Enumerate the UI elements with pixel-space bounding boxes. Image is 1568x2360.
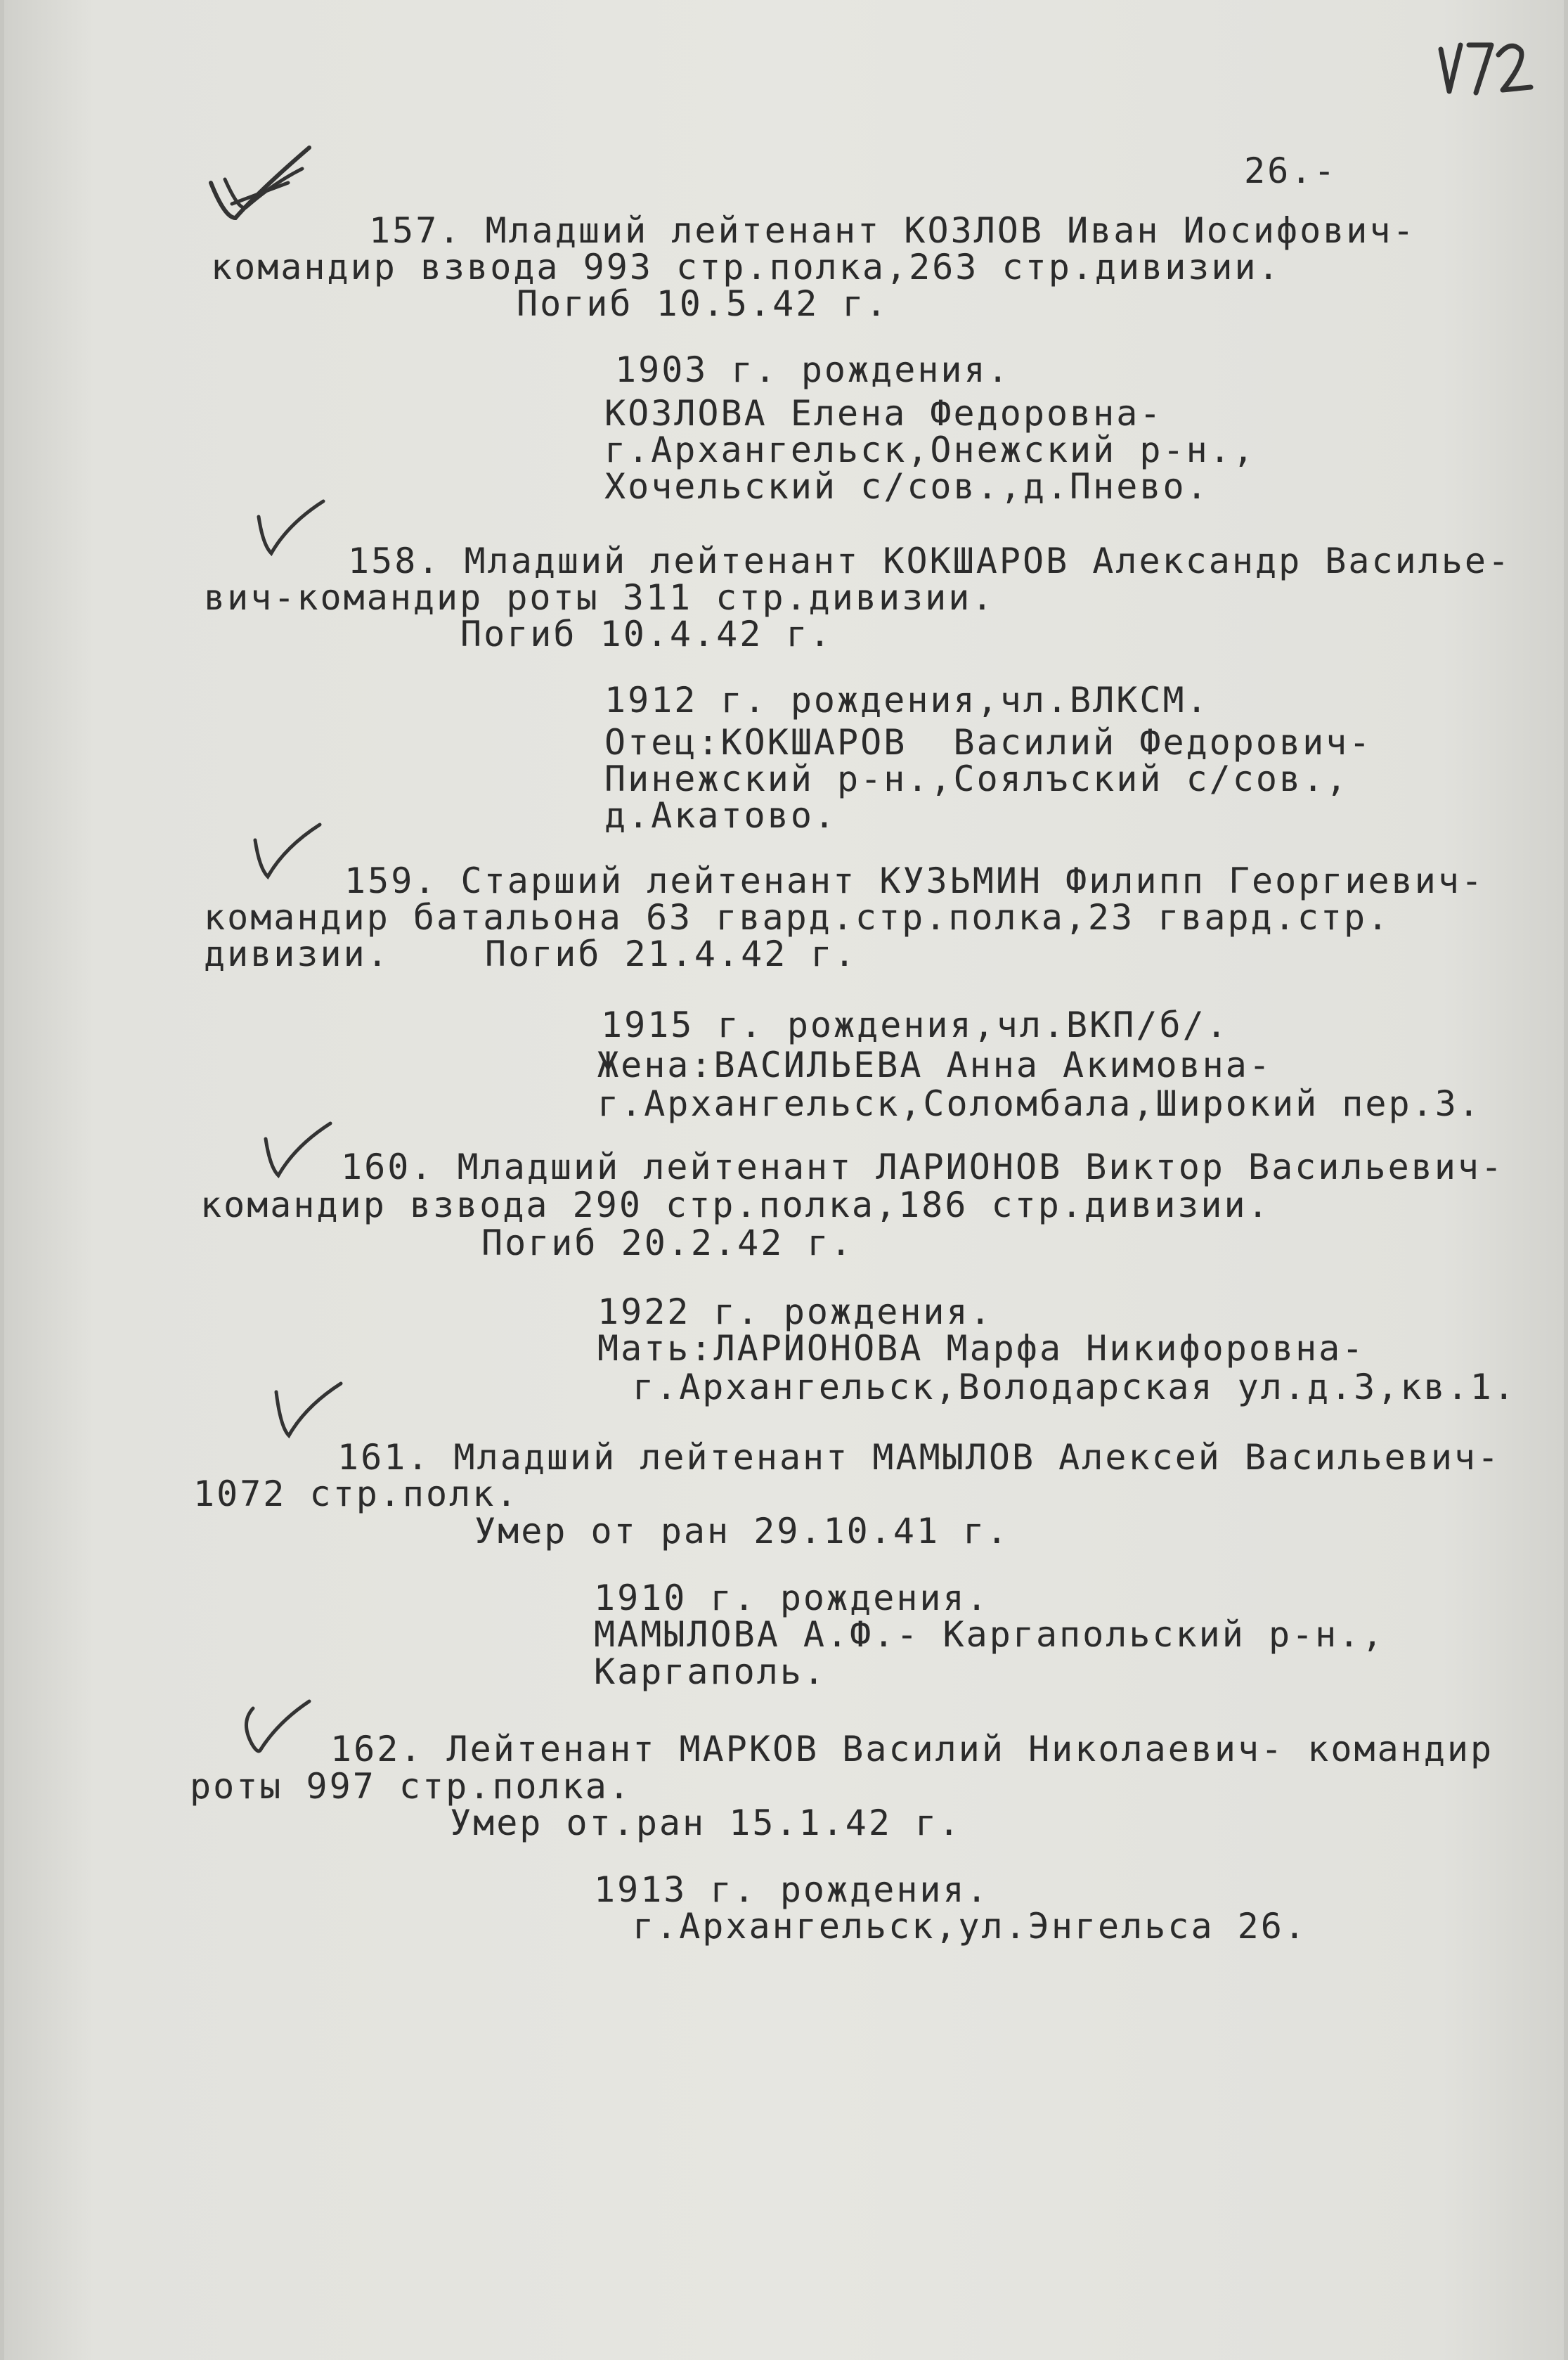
birth-year: 1912 г. рождения,чл.ВЛКСМ. <box>604 680 1210 721</box>
archive-number-handwritten <box>1434 35 1539 112</box>
checkmark-icon <box>239 1694 316 1758</box>
address: Хочельский с/сов.,д.Пнево. <box>604 466 1210 507</box>
checkmark-icon <box>204 141 316 232</box>
entry-line: 162. Лейтенант МАРКОВ Василий Николаевич- командир <box>330 1729 1494 1769</box>
checkmark-icon <box>250 819 327 882</box>
relative: КОЗЛОВА Елена Федоровна- <box>604 393 1163 434</box>
address: г.Архангельск,ул.Энгельса 26. <box>633 1906 1307 1947</box>
entry-line: 161. Младший лейтенант МАМЫЛОВ Алексей Васильевич- <box>337 1437 1501 1478</box>
relative: МАМЫЛОВА А.Ф.- Каргапольский р-н., <box>594 1614 1385 1655</box>
birth-year: 1922 г. рождения. <box>597 1291 993 1332</box>
entry-line: 158. Младший лейтенант КОКШАРОВ Александр Василье- <box>348 541 1512 581</box>
address: д.Акатово. <box>604 795 838 836</box>
page-edge-right <box>1564 0 1568 2360</box>
death-date: Погиб 21.4.42 г. <box>485 934 857 974</box>
entry-line: 160. Младший лейтенант ЛАРИОНОВ Виктор Васильевич- <box>341 1147 1505 1187</box>
death-date: Погиб 20.2.42 г. <box>481 1223 854 1263</box>
page-number: 26.- <box>1244 150 1337 191</box>
death-date: Погиб 10.4.42 г. <box>460 614 833 655</box>
checkmark-icon <box>253 496 330 559</box>
entry-line: 159. Старший лейтенант КУЗЬМИН Филипп Георгиевич- <box>344 860 1485 901</box>
birth-year: 1913 г. рождения. <box>594 1869 990 1910</box>
address: г.Архангельск,Соломбала,Широкий пер.3. <box>597 1083 1482 1124</box>
entry-line: 157. Младший лейтенант КОЗЛОВ Иван Иосифович- <box>369 210 1416 251</box>
entry-line: 1072 стр.полк. <box>193 1474 519 1514</box>
birth-year: 1910 г. рождения. <box>594 1578 990 1618</box>
entry-line: командир взвода 290 стр.полка,186 стр.дивизии. <box>200 1185 1271 1225</box>
death-date: Умер от ран 29.10.41 г. <box>474 1511 1010 1552</box>
entry-line: роты 997 стр.полка. <box>190 1766 632 1807</box>
checkmark-icon <box>271 1378 348 1441</box>
page-edge-left <box>0 0 4 2360</box>
birth-year: 1903 г. рождения. <box>615 349 1011 390</box>
address: г.Архангельск,Володарская ул.д.3,кв.1. <box>633 1367 1517 1407</box>
address: Пинежский р-н.,Соялъский с/сов., <box>604 759 1349 799</box>
relative: Жена:ВАСИЛЬЕВА Анна Акимовна- <box>597 1045 1272 1085</box>
entry-line: командир взвода 993 стр.полка,263 стр.дивизии. <box>211 247 1281 288</box>
entry-line: дивизии. <box>204 934 390 974</box>
death-date: Умер от.ран 15.1.42 г. <box>450 1803 962 1843</box>
entry-line: командир батальона 63 гвард.стр.полка,23 гвард.стр. <box>204 897 1391 938</box>
entry-line: вич-командир роты 311 стр.дивизии. <box>204 577 995 618</box>
relative: Мать:ЛАРИОНОВА Марфа Никифоровна- <box>597 1328 1366 1369</box>
address: Каргаполь. <box>594 1651 827 1692</box>
relative: Отец:КОКШАРОВ Василий Федорович- <box>604 722 1373 763</box>
checkmark-icon <box>260 1118 337 1181</box>
death-date: Погиб 10.5.42 г. <box>517 283 889 324</box>
address: г.Архангельск,Онежский р-н., <box>604 430 1256 470</box>
birth-year: 1915 г. рождения,чл.ВКП/б/. <box>601 1005 1229 1045</box>
